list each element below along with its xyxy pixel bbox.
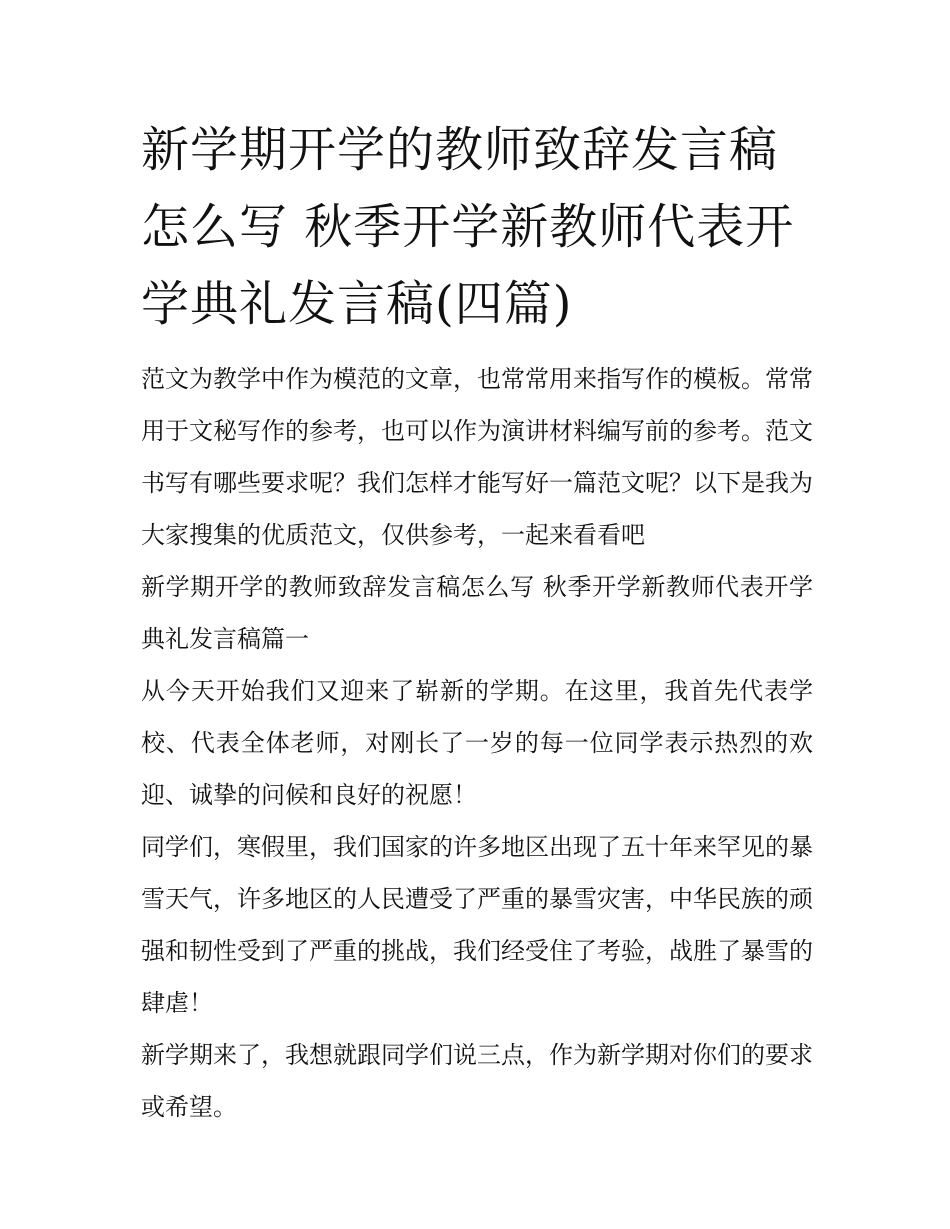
intro-paragraph: 范文为教学中作为模范的文章，也常常用来指写作的模板。常常用于文秘写作的参考，也可以作为演讲材料编写前的参考。范文书写有哪些要求呢？我们怎样才能写好一篇范文呢？以下是我为大家搜集的优质范文，仅供参考，一起来看看吧 [141,365,813,549]
body-paragraph: 新学期来了，我想就跟同学们说三点，作为新学期对你们的要求或希望。 [141,1041,813,1121]
body-paragraph: 同学们，寒假里，我们国家的许多地区出现了五十年来罕见的暴雪天气，许多地区的人民遭受了严重的暴雪灾害，中华民族的顽强和韧性受到了严重的挑战，我们经受住了考验，战胜了暴雪的肆虐！ [141,833,813,1017]
body-paragraph: 从今天开始我们又迎来了崭新的学期。在这里，我首先代表学校、代表全体老师，对刚长了一岁的每一位同学表示热烈的欢迎、诚挚的问候和良好的祝愿！ [141,677,813,809]
document-title: 新学期开学的教师致辞发言稿怎么写 秋季开学新教师代表开学典礼发言稿(四篇) [141,122,795,332]
document-page [141,112,813,1133]
section-heading: 新学期开学的教师致辞发言稿怎么写 秋季开学新教师代表开学典礼发言稿篇一 [141,573,813,653]
